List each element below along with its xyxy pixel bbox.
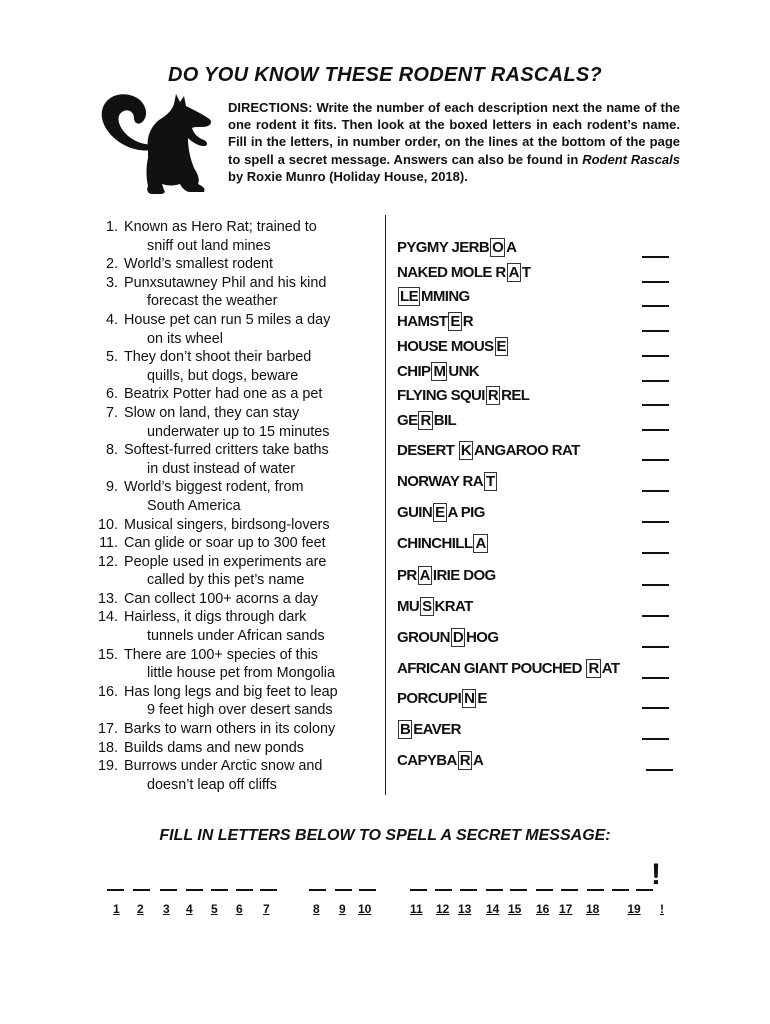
rodent-name [397,312,473,331]
answer-blank[interactable] [642,738,669,740]
message-letter-line[interactable] [410,889,427,891]
rodent-name-part: AFRICAN GIANT POUCHED [397,660,586,677]
clue-line: Known as Hero Rat; trained to [124,219,317,235]
rodent-name-part: NORWAY RA [397,473,484,490]
clue-line: There are 100+ species of this [124,646,318,663]
rodent-name-part: T [521,264,531,281]
clue-line: They don’t shoot their barbed [124,349,312,366]
clue-line-continued: little house pet from Mongolia [147,665,335,682]
message-letter-number: 7 [263,902,270,916]
clue-line-continued: South America [147,497,241,514]
clue-text [124,739,378,758]
clue-number: 9. [105,479,118,496]
answer-blank[interactable] [642,305,669,307]
clue-item [88,348,378,385]
clue-number: 3. [105,274,118,291]
answer-blank[interactable] [642,281,669,283]
rodent-name [397,337,509,356]
message-letter-line[interactable] [435,889,452,891]
rodent-name-part: NAKED MOLE R [397,264,506,281]
clue-item [88,534,378,553]
answer-blank[interactable] [642,490,669,492]
clue-text [124,218,378,255]
answer-blank[interactable] [642,615,669,617]
directions-text [228,99,680,185]
rodent-name-part: CAPYBA [397,752,457,769]
rodent-name-part: HOUSE MOUS [397,338,494,355]
answer-blank[interactable] [646,769,673,771]
clue-number: 18. [97,739,118,756]
page-title: DO YOU KNOW THESE RODENT RASCALS? [168,64,602,86]
clue-item [88,404,378,441]
message-letter-number: 11 [410,902,423,916]
answer-blank[interactable] [642,429,669,431]
message-letter-line[interactable] [107,889,124,891]
clue-item [88,720,378,739]
answer-blank[interactable] [642,552,669,554]
boxed-letter: A [475,535,486,552]
clue-number: 1. [105,219,118,235]
rodent-name [397,411,456,430]
clue-number: 8. [105,442,118,459]
rodent-name [397,720,461,739]
answer-blank[interactable] [642,646,669,648]
message-letter-line[interactable] [561,889,578,891]
clue-line: Softest-furred critters take baths [124,442,329,459]
clue-number: 12. [97,553,118,570]
book-title: Rodent Rascals [582,151,680,167]
clue-text [124,255,378,274]
clue-text [124,516,378,535]
message-letter-number: 3 [163,902,170,916]
rodent-name-part: BIL [433,412,457,429]
boxed-letter: A [508,264,519,281]
clue-line-continued: doesn’t leap off cliffs [147,776,277,793]
rodent-name-part: ANGAROO RAT [474,442,580,459]
message-letter-number: 5 [211,902,218,916]
message-letter-number: 15 [508,902,522,916]
rodent-name-part: REL [501,387,530,404]
rodent-name [397,362,479,381]
clue-item [88,441,378,478]
message-letter-line[interactable] [186,889,203,891]
rodent-name-part: PR [397,567,417,584]
clue-line: People used in experiments are [124,553,327,570]
book-credit: by Roxie Munro (Holiday House, 2018). [228,168,468,184]
rodent-name [397,751,483,770]
message-letter-line[interactable] [612,889,629,891]
clue-line-continued: 9 feet high over desert sands [147,702,333,719]
clue-text [124,311,378,348]
clue-line: House pet can run 5 miles a day [124,311,331,328]
column-divider [385,215,386,795]
clue-text [124,441,378,478]
message-letter-line[interactable] [211,889,228,891]
rodent-name [397,628,498,647]
rodent-name-part: GROUN [397,629,450,646]
rodent-name [397,263,530,282]
message-letter-number: 12 [436,902,450,916]
directions-body: DIRECTIONS: Write the number of each description next the name of the one rodent it fits. Then look at the boxed letters in each rodent’s name. Fill in the letters, in number order, on the lines at the bottom of the page to spell a secret message. Answers can also be found in [228,100,680,167]
clue-number: 5. [105,349,118,366]
clue-text [124,757,378,794]
message-letter-line[interactable] [133,889,150,891]
clue-list [88,218,378,794]
clue-line: Slow on land, they can stay [124,404,300,421]
rodent-name [397,534,489,553]
rodent-name [397,566,496,585]
rodent-name [397,238,516,257]
rodent-name [397,597,473,616]
message-letter-number: 2 [137,902,144,916]
clue-line-continued: on its wheel [147,330,223,347]
rodent-name [397,472,498,491]
rodent-name-part: PORCUPI [397,690,462,707]
boxed-letter: D [452,629,464,646]
rodent-name-part: UNK [448,363,480,380]
clue-item [88,478,378,515]
clue-item [88,608,378,645]
rodent-name-part: AT [601,660,620,677]
message-letter-number: 10 [358,902,372,916]
message-letter-number: 13 [458,902,472,916]
answer-blank[interactable] [642,677,669,679]
exclamation-mark: ! [651,858,661,891]
answer-blank[interactable] [642,404,669,406]
answer-blank[interactable] [642,256,669,258]
exclamation-mark-label: ! [660,902,664,916]
clue-item [88,757,378,794]
message-letter-line[interactable] [460,889,477,891]
boxed-letter: B [400,721,411,738]
clue-number: 14. [97,609,118,626]
boxed-letter: N [464,690,475,707]
clue-item [88,516,378,535]
answer-blank[interactable] [642,584,669,586]
clue-line: Has long legs and big feet to leap [124,683,338,700]
clue-text [124,720,378,739]
boxed-letter: R [588,660,599,677]
clue-line-continued: tunnels under African sands [147,628,325,645]
message-letter-number: 18 [586,902,600,916]
clue-item [88,683,378,720]
rodent-name [397,287,470,306]
clue-text [124,385,378,404]
clue-item [88,385,378,404]
clue-item [88,553,378,590]
boxed-letter: E [496,338,506,355]
message-letter-number: 1 [113,902,120,916]
clue-item [88,311,378,348]
rodent-name-part: MMING [420,288,470,305]
message-letter-number: 19 [627,902,641,916]
clue-item [88,590,378,609]
clue-line-continued: underwater up to 15 minutes [147,423,330,440]
clue-line-continued: sniff out land mines [147,237,271,254]
message-letter-line[interactable] [309,889,326,891]
clue-text [124,478,378,515]
clue-item [88,646,378,683]
clue-item [88,255,378,274]
message-letter-number: 16 [536,902,550,916]
clue-number: 4. [105,311,118,328]
clue-line: World’s biggest rodent, from [124,479,304,496]
clue-item [88,739,378,758]
clue-line: Musical singers, birdsong-lovers [124,516,330,533]
boxed-letter: E [450,313,460,330]
rodent-name-part: EAVER [413,721,461,738]
rodent-name-part: HAMST [397,313,448,330]
clue-line-continued: forecast the weather [147,293,278,310]
rodent-name-part: A [506,239,517,256]
rodent-name [397,659,619,678]
secret-message-heading: FILL IN LETTERS BELOW TO SPELL A SECRET MESSAGE: [159,827,611,844]
rodent-name-part: MU [397,598,420,615]
rodent-name [397,689,487,708]
squirrel-icon [94,88,218,198]
answer-blank[interactable] [642,355,669,357]
message-letter-number: 17 [559,902,573,916]
rodent-name-part: FLYING SQUI [397,387,485,404]
clue-number: 11. [99,535,118,552]
boxed-letter: M [433,363,446,380]
message-letter-number: 6 [236,902,243,916]
message-letter-line[interactable] [359,889,376,891]
clue-number: 2. [105,256,118,273]
message-letter-line[interactable] [335,889,352,891]
clue-line: World’s smallest rodent [124,256,274,273]
clue-text [124,348,378,385]
clue-line: Barks to warn others in its colony [124,721,336,738]
clue-line: Punxsutawney Phil and his kind [124,274,327,291]
clue-number: 15. [97,646,118,663]
rodent-name-part: CHINCHILL [397,535,473,552]
clue-number: 6. [105,386,118,403]
answer-blank[interactable] [642,380,669,382]
rodent-name-part: R [462,313,473,330]
clue-line-continued: called by this pet’s name [147,572,305,589]
clue-text [124,553,378,590]
rodent-name-part: HOG [466,629,499,646]
clue-number: 7. [105,404,118,421]
clue-line-continued: quills, but dogs, beware [147,367,299,384]
boxed-letter: R [459,752,470,769]
rodent-name-part: GUIN [397,504,433,521]
message-letter-number: 8 [313,902,320,916]
boxed-letter: T [486,473,495,490]
clue-line: Hairless, it digs through dark [124,609,307,626]
boxed-letter: S [422,598,432,615]
rodent-name [397,503,485,522]
message-letter-line[interactable] [587,889,604,891]
boxed-letter: O [492,239,504,256]
clue-line: Can glide or soar up to 300 feet [124,535,326,552]
clue-number: 10. [97,516,118,533]
answer-blank[interactable] [642,521,669,523]
message-letter-line[interactable] [160,889,177,891]
clue-line: Burrows under Arctic snow and [124,758,323,775]
rodent-name-part: DESERT [397,442,458,459]
message-letter-number: 4 [186,902,193,916]
clue-number: 17. [97,721,118,738]
boxed-letter: E [435,504,445,521]
clue-line: Can collect 100+ acorns a day [124,590,318,607]
boxed-letter: LE [400,288,418,305]
rodent-name [397,441,580,460]
boxed-letter: R [487,387,499,404]
clue-text [124,646,378,683]
message-letter-line[interactable] [260,889,277,891]
rodent-name-part: A PIG [447,504,485,521]
rodent-name-part: CHIP [397,363,431,380]
answer-blank[interactable] [642,330,669,332]
message-letter-line[interactable] [486,889,503,891]
boxed-letter: A [419,567,430,584]
answer-blank[interactable] [642,459,669,461]
clue-text [124,404,378,441]
message-letter-line[interactable] [236,889,253,891]
clue-item [88,218,378,255]
rodent-name-part: KRAT [434,598,473,615]
clue-line: Builds dams and new ponds [124,739,304,756]
rodent-name-part: GE [397,412,418,429]
clue-number: 13. [97,590,118,607]
rodent-name-part: PYGMY JERB [397,239,490,256]
clue-text [124,683,378,720]
rodent-name-part: IRIE DOG [432,567,496,584]
rodent-name-part: E [477,690,487,707]
clue-number: 19. [97,758,118,775]
boxed-letter: R [420,412,431,429]
clue-number: 16. [97,683,118,700]
message-letter-number: 14 [486,902,500,916]
clue-line-continued: in dust instead of water [147,460,295,477]
message-letter-line[interactable] [510,889,527,891]
boxed-letter: K [460,442,472,459]
clue-text [124,608,378,645]
answer-blank[interactable] [642,707,669,709]
clue-line: Beatrix Potter had one as a pet [124,386,323,403]
clue-item [88,274,378,311]
clue-text [124,590,378,609]
clue-text [124,534,378,553]
message-letter-number: 9 [339,902,346,916]
rodent-name [397,386,529,405]
clue-text [124,274,378,311]
rodent-name-part: A [472,752,484,769]
message-letter-line[interactable] [536,889,553,891]
